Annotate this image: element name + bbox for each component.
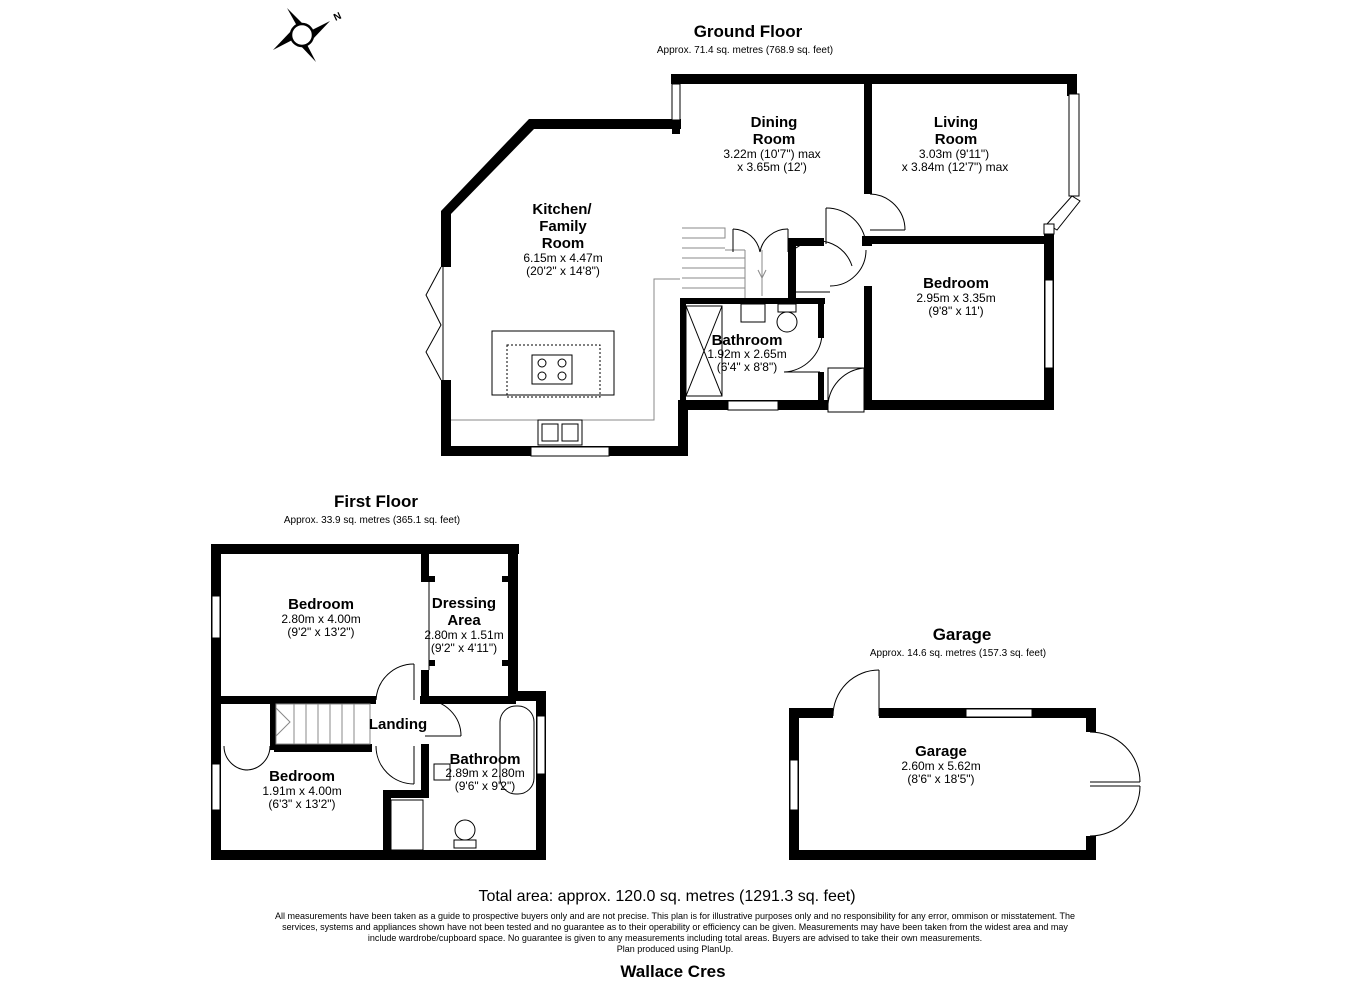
ground-floor-title: Ground Floor xyxy=(693,22,803,41)
kitchen-dim-2: (20'2" x 14'8") xyxy=(526,264,600,278)
first-bedroom-window xyxy=(212,596,220,638)
first-floor-title: First Floor xyxy=(333,492,419,511)
disclaimer-line-4: Plan produced using PlanUp. xyxy=(616,944,734,954)
dressing-area-name-2: Area xyxy=(447,612,481,629)
ground-bathroom-name: Bathroom xyxy=(711,332,783,349)
dressing-area-dim-1: 2.80m x 1.51m xyxy=(424,628,504,642)
first-floor-plan xyxy=(211,544,546,860)
compass-north-label: N xyxy=(332,10,344,24)
dining-room-dim-1: 3.22m (10'7") max xyxy=(723,147,821,161)
first-bathroom-name: Bathroom xyxy=(449,751,521,768)
first-bedroom-1-dim-1: 2.80m x 4.00m xyxy=(281,612,361,626)
living-bay-window xyxy=(1044,94,1080,234)
first-bathroom-window xyxy=(537,716,545,774)
first-bedroom-2-dim-1: 1.91m x 4.00m xyxy=(262,784,342,798)
garage-room-dim-2: (8'6" x 18'5") xyxy=(907,772,975,786)
kitchen-bifold-door xyxy=(426,267,443,380)
kitchen-dim-1: 6.15m x 4.47m xyxy=(523,251,603,265)
living-room-name-2: Room xyxy=(934,131,978,148)
dressing-area-name-1: Dressing xyxy=(431,595,497,612)
first-floor-area: Approx. 33.9 sq. metres (365.1 sq. feet) xyxy=(283,515,461,526)
living-room-dim-1: 3.03m (9'11") xyxy=(918,147,990,161)
ground-bedroom-name: Bedroom xyxy=(923,275,989,292)
disclaimer-line-2: services, systems and appliances shown have not been tested and no guarantee as to their operability or efficiency can be given. Measurements may have been taken from the widest area and may xyxy=(282,922,1068,932)
property-address: Wallace Cres xyxy=(620,962,726,981)
garage-title: Garage xyxy=(932,625,992,644)
ground-bedroom-window xyxy=(1045,280,1053,368)
first-bedroom-1-name: Bedroom xyxy=(288,596,354,613)
ground-bedroom-dim-2: (9'8" x 11') xyxy=(928,304,984,318)
ground-floor-area: Approx. 71.4 sq. metres (768.9 sq. feet) xyxy=(656,45,834,56)
ground-bathroom-window xyxy=(728,401,778,410)
first-bedroom-2-name: Bedroom xyxy=(269,768,335,785)
ground-bathroom-dim-2: (6'4" x 8'8") xyxy=(716,360,778,374)
first-bathroom-dim-2: (9'6" x 9'2") xyxy=(454,779,516,793)
dining-room-dim-2: x 3.65m (12') xyxy=(737,160,807,174)
garage-room-dim-1: 2.60m x 5.62m xyxy=(901,759,981,773)
disclaimer-line-3: include wardrobe/cupboard space. No guarantee is given to any measurements including total areas. Buyers are advised to take their own measurements. xyxy=(367,933,983,943)
ground-bathroom-dim-1: 1.92m x 2.65m xyxy=(707,347,787,361)
kitchen-window xyxy=(531,447,609,456)
living-room-dim-2: x 3.84m (12'7") max xyxy=(901,160,1009,174)
dining-window xyxy=(672,84,680,120)
first-bedroom-1-dim-2: (9'2" x 13'2") xyxy=(287,625,355,639)
dining-room-name-1: Dining xyxy=(750,114,798,131)
first-staircase xyxy=(276,704,370,744)
ground-bedroom-dim-1: 2.95m x 3.35m xyxy=(916,291,996,305)
kitchen-worktop xyxy=(451,279,680,420)
dining-room-name-2: Room xyxy=(752,131,796,148)
compass-rose-icon xyxy=(273,8,343,62)
garage-window-side xyxy=(790,760,798,810)
kitchen-name-2: Family xyxy=(539,218,587,235)
first-bedroom-2-window xyxy=(212,764,220,810)
garage-room-name: Garage xyxy=(915,743,967,760)
garage-doors xyxy=(833,670,1140,836)
total-area: Total area: approx. 120.0 sq. metres (1291.3 sq. feet) xyxy=(478,888,856,905)
garage-window-top xyxy=(966,709,1032,717)
first-bathroom-dim-1: 2.89m x 2.80m xyxy=(445,766,525,780)
living-room-name-1: Living xyxy=(933,114,979,131)
kitchen-name-1: Kitchen/ xyxy=(532,201,592,218)
landing-name: Landing xyxy=(368,716,428,733)
kitchen-name-3: Room xyxy=(541,235,585,252)
kitchen-island xyxy=(492,331,614,397)
disclaimer-line-1: All measurements have been taken as a guide to prospective buyers only and are not precise. This plan is for illustrative purposes only and no responsibility for any error, ommison or misstatement. The xyxy=(274,911,1076,921)
kitchen-sink xyxy=(538,420,582,445)
garage-area: Approx. 14.6 sq. metres (157.3 sq. feet) xyxy=(869,648,1047,659)
dressing-area-dim-2: (9'2" x 4'11") xyxy=(430,641,498,655)
first-bedroom-2-dim-2: (6'3" x 13'2") xyxy=(268,797,336,811)
